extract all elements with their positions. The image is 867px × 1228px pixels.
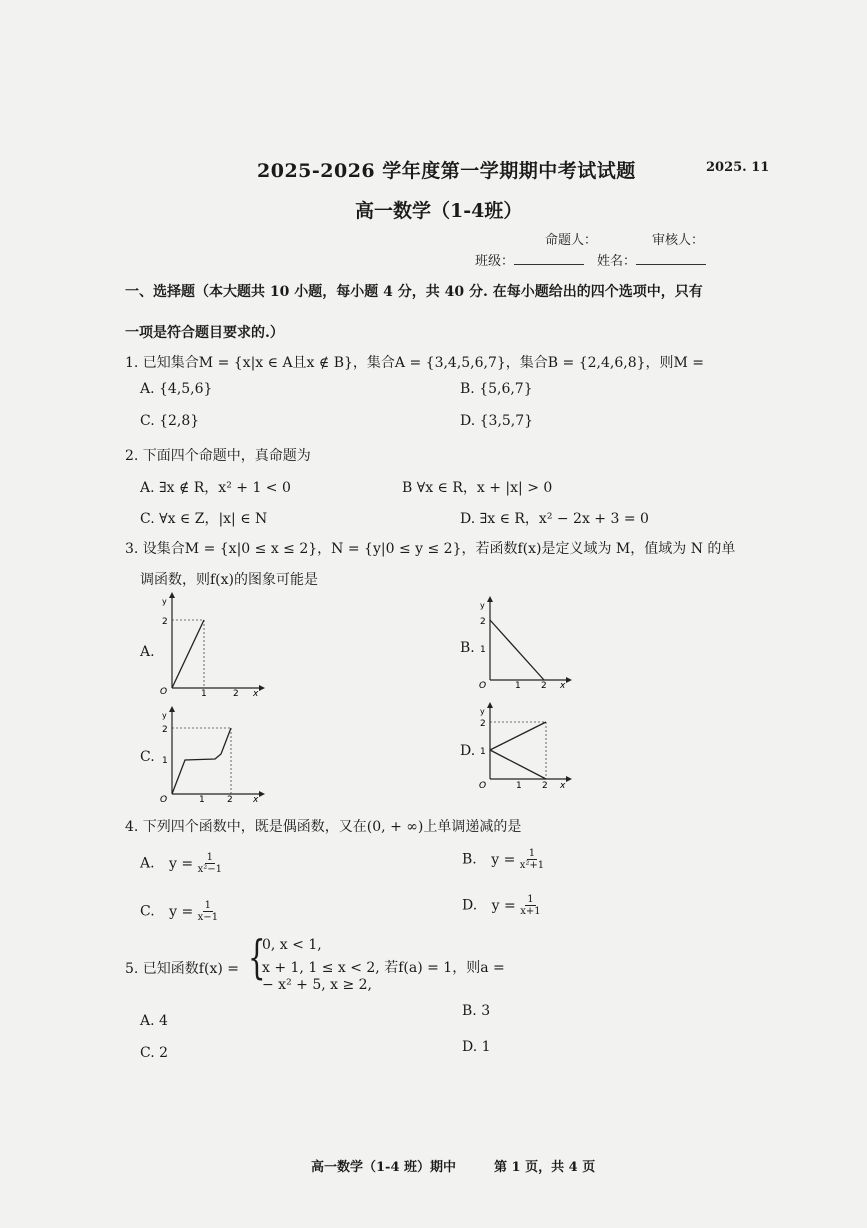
class-field xyxy=(475,250,584,269)
q1-option-d: D. {3,5,7} xyxy=(460,413,534,429)
q3-graph-d-label: D. xyxy=(460,743,476,759)
q4-d-fraction xyxy=(520,894,540,917)
q4-b-label: B. xyxy=(462,851,477,868)
q3-graph-c-label: C. xyxy=(140,749,155,765)
name-field xyxy=(597,250,706,269)
q3b-tick-x1: 1 xyxy=(515,681,521,691)
q3b-tick-y2: 2 xyxy=(480,617,486,627)
exam-subject: 高一数学（1-4班） xyxy=(355,200,523,222)
q3b-tick-x2: 2 xyxy=(541,681,547,691)
q4-d-label: D. xyxy=(462,897,478,914)
q3-graph-b-label: B. xyxy=(460,640,475,656)
q4-d-num: 1 xyxy=(527,894,534,905)
q4-a-num: 1 xyxy=(206,852,213,863)
q5-option-d: D. 1 xyxy=(462,1039,491,1055)
q3c-y-label: y xyxy=(162,711,167,720)
section-heading-line1: 一、选择题（本大题共 10 小题，每小题 4 分，共 40 分. 在每小题给出的四个选项中，只有 xyxy=(125,284,703,300)
q3-graph-d xyxy=(474,702,574,797)
q2-option-a: A. ∃x ∉ R，x² + 1 < 0 xyxy=(140,480,291,496)
q4-option-b xyxy=(462,848,544,871)
q3-stem-line1: 3. 设集合M = {x|0 ≤ x ≤ 2}，N = {y|0 ≤ y ≤ 2}，若函数f(x)是定义域为 M，值域为 N 的单 xyxy=(125,541,736,557)
q5-case-1: 0, x < 1, xyxy=(262,937,322,953)
q3c-tick-y2: 2 xyxy=(162,725,168,735)
q3d-tick-y1: 1 xyxy=(480,747,486,757)
q2-stem: 2. 下面四个命题中，真命题为 xyxy=(125,448,311,464)
q3a-tick-y2: 2 xyxy=(162,617,168,627)
name-label: 姓名： xyxy=(597,254,637,269)
q4-c-fraction xyxy=(198,900,218,923)
section-heading-line2: 一项是符合题目要求的.） xyxy=(125,325,284,341)
q4-b-num: 1 xyxy=(528,848,536,859)
q5-option-a: A. 4 xyxy=(140,1013,168,1029)
q4-c-den: x−1 xyxy=(197,912,219,923)
q4-a-lhs: y = xyxy=(169,855,194,872)
footer-subject: 高一数学（1-4 班）期中 xyxy=(311,1160,457,1175)
footer-page-number: 第 1 页，共 4 页 xyxy=(494,1160,596,1175)
setter-label: 命题人： xyxy=(545,233,598,248)
q5-brace: { xyxy=(248,930,266,984)
q4-d-lhs: y = xyxy=(491,897,516,914)
q3a-tick-x1: 1 xyxy=(201,689,207,697)
q3b-y-label: y xyxy=(480,601,485,610)
q3a-origin: O xyxy=(160,687,168,697)
q3c-tick-y1: 1 xyxy=(162,756,168,766)
q4-c-lhs: y = xyxy=(169,903,194,920)
q3-graph-a-label: A. xyxy=(140,644,155,660)
q5-case-2: x + 1, 1 ≤ x < 2, 若f(a) = 1，则a = xyxy=(262,960,505,976)
q4-a-den: x²−1 xyxy=(197,864,222,875)
q4-option-a xyxy=(140,852,222,875)
q4-option-c xyxy=(140,900,218,923)
q1-option-c: C. {2,8} xyxy=(140,413,200,429)
q3d-tick-y2: 2 xyxy=(480,719,486,729)
q5-option-c: C. 2 xyxy=(140,1045,169,1061)
q2-option-b: B ∀x ∈ R，x + |x| > 0 xyxy=(402,480,553,496)
q3b-tick-y1: 1 xyxy=(480,645,486,655)
q4-a-label: A. xyxy=(140,855,155,872)
q3a-x-label: x xyxy=(253,689,259,697)
q3c-tick-x1: 1 xyxy=(199,795,205,805)
q3-graph-a xyxy=(155,592,265,697)
q3a-y-label: y xyxy=(162,597,167,606)
q3d-tick-x1: 1 xyxy=(516,781,522,791)
exam-date: 2025. 11 xyxy=(706,160,770,175)
q3-graph-b xyxy=(474,596,574,691)
q3c-origin: O xyxy=(160,795,168,805)
q1-stem: 1. 已知集合M = {x|x ∈ A且x ∉ B}，集合A = {3,4,5,6,7}，集合B = {2,4,6,8}，则M = xyxy=(125,355,705,371)
q4-b-fraction xyxy=(520,848,544,871)
q4-c-num: 1 xyxy=(204,900,212,911)
q3-stem-line2: 调函数，则f(x)的图象可能是 xyxy=(140,572,319,588)
q3d-origin: O xyxy=(479,781,487,791)
q4-option-d xyxy=(462,894,541,917)
q3d-y-label: y xyxy=(480,707,485,716)
class-blank xyxy=(514,252,584,265)
q4-d-den: x+1 xyxy=(520,906,541,917)
q3c-x-label: x xyxy=(253,795,259,805)
q3c-tick-x2: 2 xyxy=(227,795,233,805)
reviewer-label: 审核人： xyxy=(652,233,705,248)
q4-a-fraction xyxy=(198,852,222,875)
q4-b-den: x²+1 xyxy=(519,860,545,871)
q5-case-3: − x² + 5, x ≥ 2, xyxy=(262,977,373,993)
q3d-x-label: x xyxy=(560,781,566,791)
name-blank xyxy=(636,252,706,265)
q2-option-c: C. ∀x ∈ Z，|x| ∈ N xyxy=(140,511,268,527)
q5-option-b: B. 3 xyxy=(462,1003,491,1019)
q3-graph-c xyxy=(155,706,265,806)
class-label: 班级： xyxy=(475,254,515,269)
q5-stem-prefix: 5. 已知函数f(x) = xyxy=(125,961,239,977)
q4-c-label: C. xyxy=(140,903,155,920)
q3b-origin: O xyxy=(479,681,487,691)
q2-option-d: D. ∃x ∈ R，x² − 2x + 3 = 0 xyxy=(460,511,649,527)
exam-title: 2025-2026 学年度第一学期期中考试试题 xyxy=(257,160,636,182)
q1-option-a: A. {4,5,6} xyxy=(140,381,213,397)
q1-option-b: B. {5,6,7} xyxy=(460,381,533,397)
q4-stem: 4. 下列四个函数中，既是偶函数，又在(0, + ∞)上单调递减的是 xyxy=(125,819,522,835)
q3a-tick-x2: 2 xyxy=(233,689,239,697)
q4-b-lhs: y = xyxy=(491,851,516,868)
q3b-x-label: x xyxy=(560,681,566,691)
q3d-tick-x2: 2 xyxy=(542,781,548,791)
